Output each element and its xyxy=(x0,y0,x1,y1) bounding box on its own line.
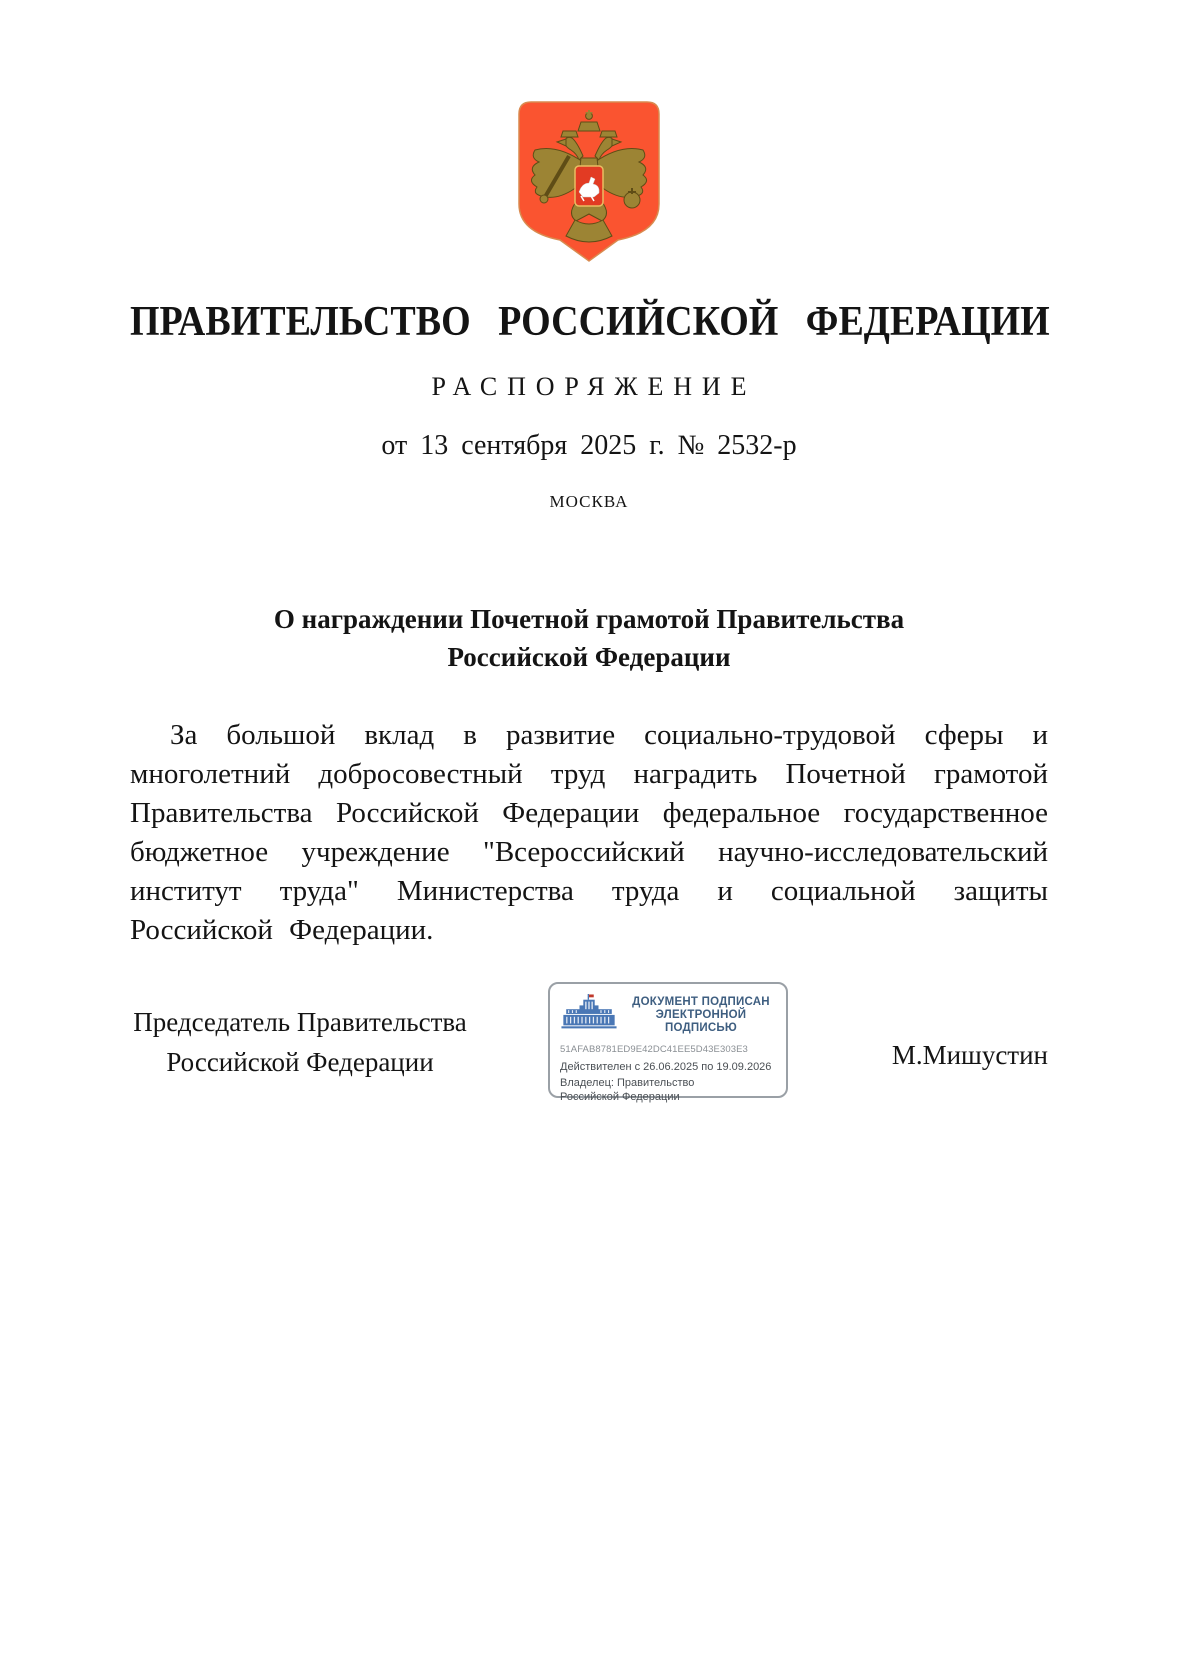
stamp-title-line-2: ЭЛЕКТРОННОЙ ПОДПИСЬЮ xyxy=(655,1009,747,1034)
subject-line-2: Российской Федерации xyxy=(447,642,731,672)
certificate-validity: Действителен с 26.06.2025 по 19.09.2026 xyxy=(560,1061,772,1073)
document-type: РАСПОРЯЖЕНИЕ xyxy=(431,372,757,401)
signatory-position xyxy=(130,1002,470,1082)
coat-of-arms xyxy=(130,100,1048,264)
stamp-title xyxy=(626,996,776,1035)
signatory-name: М.Мишустин xyxy=(891,1040,1048,1070)
stamp-title-line-1: ДОКУМЕНТ ПОДПИСАН xyxy=(632,996,770,1008)
organization-title: ПРАВИТЕЛЬСТВО РОССИЙСКОЙ ФЕДЕРАЦИИ xyxy=(130,298,1050,346)
city-label: МОСКВА xyxy=(549,492,629,511)
signatory-position-line-2: Российской Федерации xyxy=(166,1047,434,1077)
signatory-position-line-1: Председатель Правительства xyxy=(133,1007,467,1037)
subject-heading xyxy=(130,600,1048,676)
government-building-icon xyxy=(560,994,618,1037)
subject-line-1: О награждении Почетной грамотой Правительства xyxy=(273,604,905,634)
certificate-owner: Владелец: Правительство Российской Федерации xyxy=(560,1077,695,1103)
stamp-header-row xyxy=(560,994,776,1037)
certificate-number: 51AFAB8781ED9E42DC41EE5D43E303E3 xyxy=(560,1044,748,1055)
body-paragraph: За большой вклад в развитие социально-трудовой сферы и многолетний добросовестный труд наградить Почетной грамотой Правительства Российской Федерации федеральное государственное бюджетное учреждение "Всероссийский научно-исследовательский институт труда" Министерства труда и социальной защиты Российской Федерации. xyxy=(130,719,1048,946)
document-content xyxy=(130,0,1048,1675)
russian-coat-of-arms-icon xyxy=(517,100,661,264)
date-number-line: от 13 сентября 2025 г. № 2532-р xyxy=(381,430,797,461)
electronic-signature-stamp xyxy=(548,982,788,1103)
